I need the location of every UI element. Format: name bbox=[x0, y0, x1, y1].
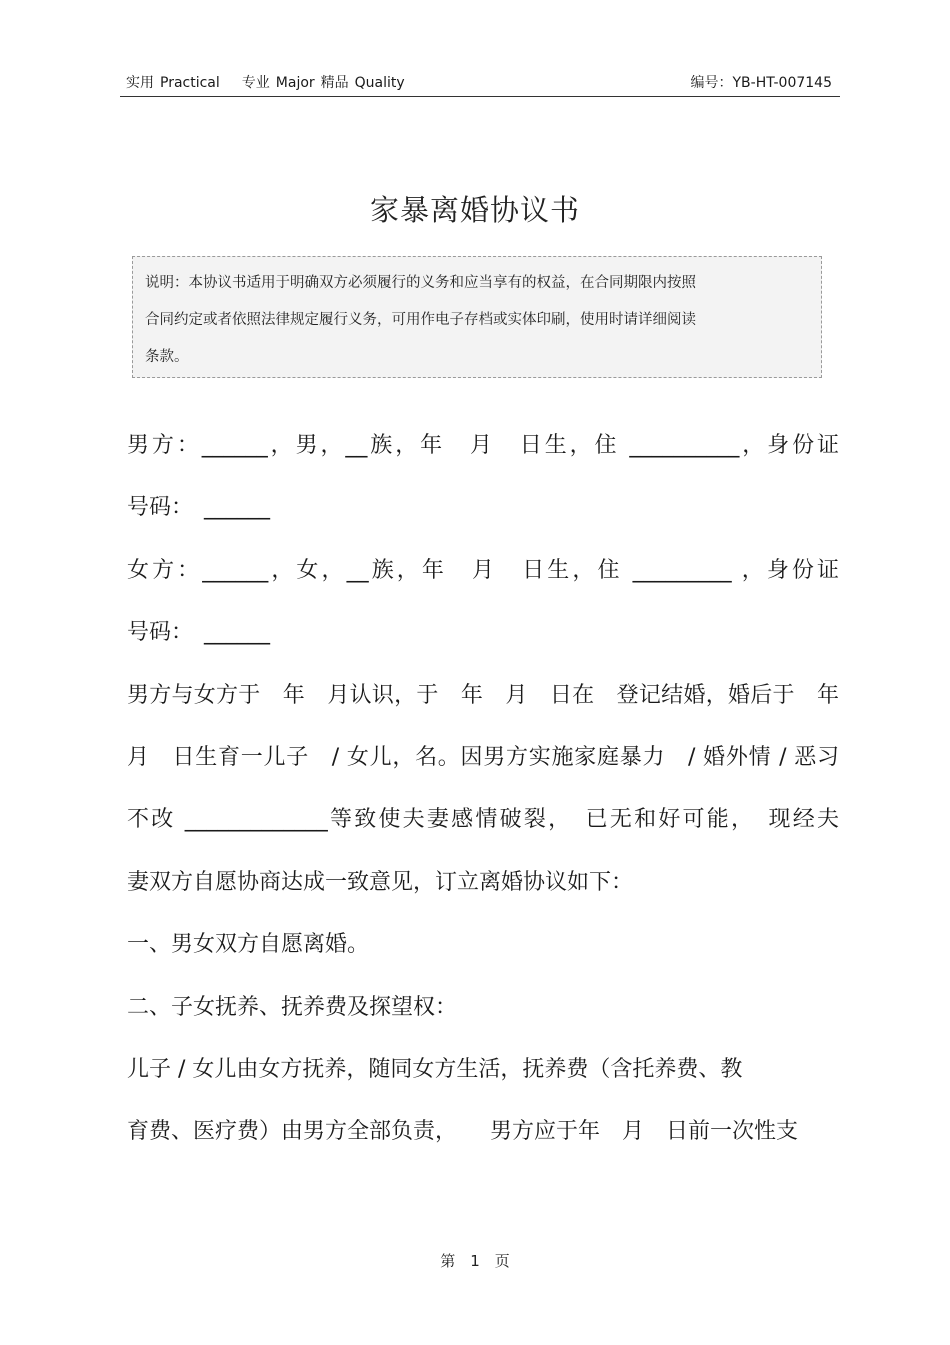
header-tag: 精品 bbox=[320, 75, 349, 91]
body-line: 不改 _____________等致使夫妻感情破裂， 已无和好可能， 现经夫 bbox=[127, 807, 839, 833]
agreement-body bbox=[127, 415, 839, 1164]
header-tag: Practical bbox=[160, 75, 220, 91]
header-tag: Quality bbox=[354, 75, 405, 91]
body-line: 男方与女方于 年 月认识，于 年 月 日在 登记结婚，婚后于 年 bbox=[127, 682, 839, 708]
page-header bbox=[120, 70, 840, 97]
notice-box bbox=[132, 256, 822, 378]
header-tag: 实用 bbox=[126, 75, 154, 91]
header-tag: Major bbox=[275, 75, 315, 91]
document-title: 家暴离婚协议书 bbox=[369, 193, 580, 227]
body-line: 号码： ______ bbox=[127, 620, 271, 646]
body-line: 男方：______，男，__族，年 月 日生，住 __________，身份证 bbox=[127, 433, 839, 458]
body-line: 儿子 / 女儿由女方抚养，随同女方生活，抚养费（含托养费、教 bbox=[127, 1056, 743, 1082]
notice-line: 条款。 bbox=[145, 349, 189, 365]
notice-line: 说明：本协议书适用于明确双方必须履行的义务和应当享有的权益，在合同期限内按照 bbox=[145, 275, 696, 291]
page-number: 第 1 页 bbox=[440, 1252, 510, 1270]
body-line: 一、男女双方自愿离婚。 bbox=[127, 932, 370, 958]
notice-line: 合同约定或者依照法律规定履行义务，可用作电子存档或实体印刷，使用时请详细阅读 bbox=[145, 312, 696, 328]
body-line: 育费、医疗费）由男方全部负责， 男方应于年 月 日前一次性支 bbox=[127, 1119, 799, 1145]
body-line: 月 日生育一儿子 / 女儿，名。因男方实施家庭暴力 / 婚外情 / 恶习 bbox=[127, 744, 839, 770]
header-tagline bbox=[126, 72, 411, 92]
body-line: 女方：______，女，__族，年 月 日生，住 _________ ，身份证 bbox=[127, 557, 839, 583]
header-tag: 专业 bbox=[241, 75, 270, 91]
body-line: 号码： ______ bbox=[127, 495, 271, 521]
body-line: 妻双方自愿协商达成一致意见，订立离婚协议如下： bbox=[127, 869, 634, 895]
document-number: 编号：YB-HT-007145 bbox=[690, 75, 832, 91]
body-line: 二、子女抚养、抚养费及探望权： bbox=[127, 994, 458, 1020]
